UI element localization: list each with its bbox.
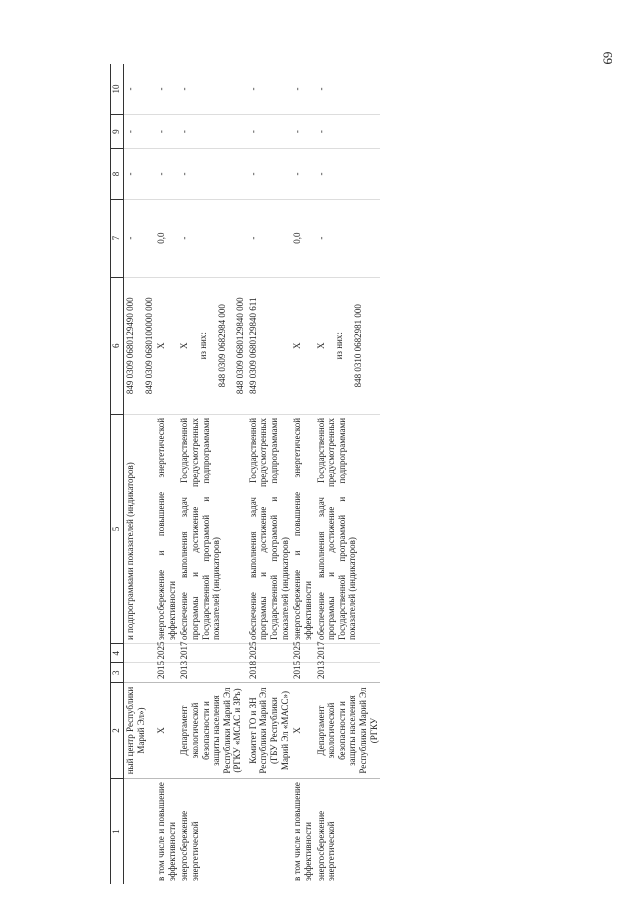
- cell-result: обеспечение выполнения задач Государственной программы и достижение предусмотренных Государственной программой и подпрограммами показателей (индикаторов): [315, 414, 381, 643]
- cell-start-year: 2013: [178, 663, 246, 682]
- page-number: 69: [600, 51, 616, 65]
- cell-value-c7: -: [178, 199, 246, 277]
- cell-end-year: [124, 644, 156, 663]
- cell-executor: Х: [291, 682, 314, 778]
- rotated-page-content: [110, 64, 639, 884]
- budget-code-line: Х: [292, 342, 303, 350]
- cell-value-c9: -: [315, 114, 381, 148]
- cell-end-year: 2017: [178, 644, 246, 663]
- cell-value-c10: -: [291, 64, 314, 114]
- cell-executor: Х: [155, 682, 178, 778]
- table-row: [247, 64, 291, 884]
- cell-value-c9: -: [155, 114, 178, 148]
- header-row: [111, 64, 124, 884]
- cell-result: и подпрограммами показателей (индикаторов): [124, 414, 156, 643]
- cell-start-year: 2015: [155, 663, 178, 682]
- cell-executor: Департамент экологической безопасности и защиты населения Республики Марий Эл (РГКУ «МСАС и ЗРъ): [178, 682, 246, 778]
- header-cell: 6: [111, 277, 124, 414]
- cell-end-year: 2025: [247, 644, 291, 663]
- cell-name: энергосбережение энергетической: [179, 810, 201, 881]
- cell-start-year: 2018: [247, 663, 291, 682]
- cell-name: [247, 779, 291, 884]
- budget-code-line: 849 0309 0680100000 000: [143, 297, 154, 395]
- cell-result: энергосбережение и повышение энергетической эффективности: [155, 414, 178, 643]
- budget-code-line: 848 0310 0682981 000: [352, 304, 363, 388]
- cell-executor: Департамент экологической безопасности и защиты населения Республики Марий Эл (РГКУ: [315, 682, 381, 778]
- cell-result: энергосбережение и повышение энергетической эффективности: [291, 414, 314, 643]
- cell-value-c8: -: [315, 149, 381, 199]
- header-cell: 10: [111, 64, 124, 114]
- header-cell: 7: [111, 199, 124, 277]
- table-row: [124, 64, 156, 884]
- cell-name: энергосбережение энергетической: [315, 810, 337, 881]
- cell-name: [124, 779, 156, 884]
- cell-value-c8: -: [155, 149, 178, 199]
- cell-name: в том числе и повышение эффективности: [156, 782, 177, 881]
- header-cell: 3: [111, 663, 124, 682]
- cell-value-c9: -: [247, 114, 291, 148]
- cell-budget-code: [124, 277, 156, 414]
- cell-value-c10: -: [178, 64, 246, 114]
- cell-value-c9: -: [178, 114, 246, 148]
- cell-result: обеспечение выполнения задач Государственной программы и достижение предусмотренных Государственной программой и подпрограммами показателей (индикаторов): [178, 414, 246, 643]
- budget-code-line: Х: [315, 342, 326, 350]
- cell-value-c8: -: [178, 149, 246, 199]
- budget-code-line: 848 0309 0682984 000: [216, 304, 227, 388]
- program-table: [110, 64, 380, 884]
- cell-value-c10: -: [124, 64, 156, 114]
- cell-result: обеспечение выполнения задач Государственной программы и достижение предусмотренных Государственной программой и подпрограммами показателей (индикаторов): [247, 414, 291, 643]
- table-row: [291, 64, 314, 884]
- cell-value-c10: -: [247, 64, 291, 114]
- budget-code-line: 849 0309 0680129840 611: [247, 297, 258, 394]
- cell-budget-code: [315, 277, 381, 414]
- table-row: [178, 64, 246, 884]
- cell-start-year: 2015: [291, 663, 314, 682]
- budget-code-line: из них:: [198, 332, 209, 360]
- cell-value-c7: -: [315, 199, 381, 277]
- header-cell: 2: [111, 682, 124, 778]
- budget-code-line: из них:: [334, 332, 345, 360]
- cell-value-c9: -: [291, 114, 314, 148]
- budget-code-line: Х: [179, 342, 190, 350]
- cell-executor: Комитет ГО и ЗН Республики Марий Эл (ГБУ Республики Марий Эл «МАСС»): [247, 682, 291, 778]
- cell-budget-code: [155, 277, 178, 414]
- cell-value-c10: -: [155, 64, 178, 114]
- cell-value-c8: -: [247, 149, 291, 199]
- cell-end-year: 2025: [291, 644, 314, 663]
- header-cell: 5: [111, 414, 124, 643]
- cell-executor: ный центр Республики Марий Эл»): [124, 682, 156, 778]
- budget-code-line: Х: [156, 342, 167, 350]
- cell-value-c7: -: [124, 199, 156, 277]
- table-row: [155, 64, 178, 884]
- table-row: [315, 64, 381, 884]
- budget-code-line: 848 0309 0680129840 000: [235, 297, 246, 395]
- cell-value-c7: -: [247, 199, 291, 277]
- cell-name: в том числе и повышение эффективности: [292, 782, 313, 881]
- cell-end-year: 2025: [155, 644, 178, 663]
- cell-value-c7: 0,0: [155, 199, 178, 277]
- cell-end-year: 2017: [315, 644, 381, 663]
- header-cell: 4: [111, 644, 124, 663]
- cell-value-c9: -: [124, 114, 156, 148]
- cell-budget-code: [247, 277, 291, 414]
- header-cell: 1: [111, 779, 124, 884]
- budget-code-line: 849 0309 0680129490 000: [125, 297, 135, 395]
- cell-value-c8: -: [291, 149, 314, 199]
- header-cell: 8: [111, 149, 124, 199]
- cell-start-year: [124, 663, 156, 682]
- cell-start-year: 2013: [315, 663, 381, 682]
- cell-value-c8: -: [124, 149, 156, 199]
- cell-budget-code: [291, 277, 314, 414]
- cell-value-c7: 0,0: [291, 199, 314, 277]
- header-cell: 9: [111, 114, 124, 148]
- cell-budget-code: [178, 277, 246, 414]
- cell-value-c10: -: [315, 64, 381, 114]
